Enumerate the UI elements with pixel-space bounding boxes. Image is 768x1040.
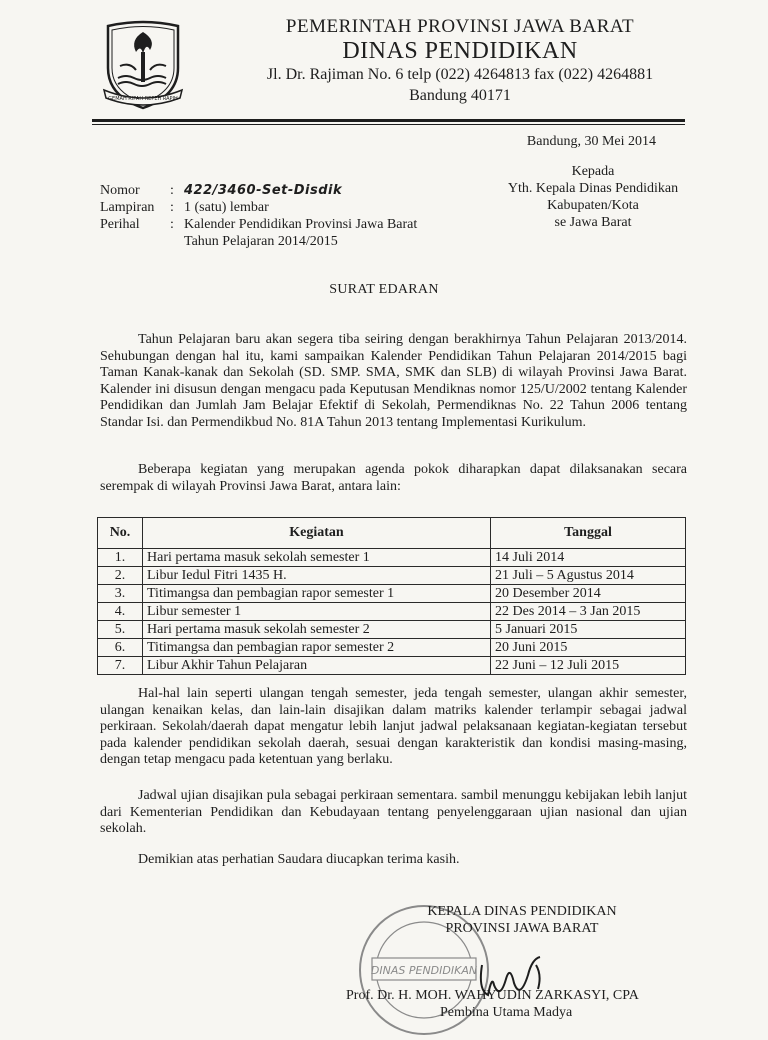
column-header: Kegiatan bbox=[143, 518, 491, 549]
closing-paragraph: Demikian atas perhatian Saudara diucapkan terima kasih. bbox=[138, 852, 460, 867]
letter-meta bbox=[100, 182, 417, 250]
meta-label: Perihal bbox=[100, 217, 140, 232]
meta-colon: : bbox=[170, 217, 174, 232]
letterhead-agency: DINAS PENDIDIKAN bbox=[342, 38, 578, 64]
perihal-line: Kalender Pendidikan Provinsi Jawa Barat bbox=[184, 217, 418, 232]
row-date: 5 Januari 2015 bbox=[491, 621, 686, 639]
row-number: 2. bbox=[98, 567, 143, 585]
row-activity: Titimangsa dan pembagian rapor semester 2 bbox=[143, 639, 491, 657]
meta-colon: : bbox=[170, 183, 174, 198]
row-activity: Hari pertama masuk sekolah semester 2 bbox=[143, 621, 491, 639]
meta-row-nomor bbox=[100, 182, 417, 199]
row-activity: Libur Iedul Fitri 1435 H. bbox=[143, 567, 491, 585]
letter-date: Bandung, 30 Mei 2014 bbox=[526, 134, 656, 149]
document-title: SURAT EDARAN bbox=[329, 282, 439, 297]
row-date: 20 Desember 2014 bbox=[491, 585, 686, 603]
body-paragraph: Jadwal ujian disajikan pula sebagai perkiraan sementara. sambil menunggu kebijakan lebih lanjut dari Kementerian Pendidikan dan Kebudayaan tentang penyelenggaraan ujian nasional dan ujian sekolah. bbox=[100, 788, 687, 837]
signatory-name: Prof. Dr. H. MOH. WAHYUDIN ZARKASYI, CPA bbox=[346, 988, 639, 1003]
meta-row-lampiran bbox=[100, 199, 417, 216]
recipient-line: Kepada bbox=[571, 164, 615, 179]
row-date: 14 Juli 2014 bbox=[491, 549, 686, 567]
row-activity: Libur semester 1 bbox=[143, 603, 491, 621]
meta-row-perihal bbox=[100, 216, 417, 250]
table-row bbox=[98, 567, 686, 585]
table-row bbox=[98, 549, 686, 567]
meta-label: Nomor bbox=[100, 183, 140, 198]
body-paragraph: Tahun Pelajaran baru akan segera tiba seiring dengan berakhirnya Tahun Pelajaran 2013/2014. Sehubungan dengan hal itu, kami sampaikan Kalender Pendidikan Tahun Pelajaran 2014/2015 bagi Taman Kanak-kanak dan Sekolah (SD. SMP. SMA, SMK dan SLB) di wilayah Provinsi Jawa Barat. Kalender ini disusun dengan mengacu pada Keputusan Mendiknas nomor 125/U/2002 tentang Kalender Pendidikan dan Jumlah Jam Belajar Efektif di Sekolah, Permendiknas No. 22 Tahun 2006 tentang Standar Isi. dan Permendikbud No. 81A Tahun 2013 tentang Implementasi Kurikulum. bbox=[100, 332, 687, 430]
table-row bbox=[98, 603, 686, 621]
table-row bbox=[98, 657, 686, 675]
recipient-block bbox=[490, 163, 696, 231]
row-activity: Titimangsa dan pembagian rapor semester 1 bbox=[143, 585, 491, 603]
letterhead-address: Jl. Dr. Rajiman No. 6 telp (022) 4264813 fax (022) 4264881 bbox=[266, 66, 654, 83]
signatory-title: KEPALA DINAS PENDIDIKAN bbox=[427, 904, 617, 919]
stamp-text: DINAS PENDIDIKAN bbox=[370, 964, 478, 977]
row-number: 3. bbox=[98, 585, 143, 603]
letterhead-rule-thin bbox=[92, 124, 685, 125]
column-header: Tanggal bbox=[491, 518, 686, 549]
letterhead-government: PEMERINTAH PROVINSI JAWA BARAT bbox=[285, 16, 635, 37]
letterhead-rule-thick bbox=[92, 119, 685, 122]
column-header: No. bbox=[98, 518, 143, 549]
table-row bbox=[98, 621, 686, 639]
row-activity: Hari pertama masuk sekolah semester 1 bbox=[143, 549, 491, 567]
row-number: 7. bbox=[98, 657, 143, 675]
row-number: 6. bbox=[98, 639, 143, 657]
table-row bbox=[98, 639, 686, 657]
meta-perihal-value bbox=[184, 216, 417, 250]
emblem-motto: GEMAH RIPAH REPEH RAPIH bbox=[108, 96, 178, 102]
schedule-table bbox=[97, 517, 686, 675]
row-date: 22 Juni – 12 Juli 2015 bbox=[491, 657, 686, 675]
body-paragraph: Beberapa kegiatan yang merupakan agenda pokok diharapkan dapat dilaksanakan secara serempak di wilayah Provinsi Jawa Barat, antara lain: bbox=[100, 462, 687, 494]
meta-label: Lampiran bbox=[100, 200, 155, 215]
west-java-emblem-icon bbox=[100, 18, 186, 110]
recipient-line: se Jawa Barat bbox=[554, 215, 632, 230]
letterhead-city: Bandung 40171 bbox=[409, 87, 511, 104]
row-date: 21 Juli – 5 Agustus 2014 bbox=[491, 567, 686, 585]
perihal-line: Tahun Pelajaran 2014/2015 bbox=[184, 234, 338, 249]
signatory-rank: Pembina Utama Madya bbox=[440, 1005, 573, 1020]
row-number: 4. bbox=[98, 603, 143, 621]
recipient-line: Yth. Kepala Dinas Pendidikan bbox=[507, 181, 679, 196]
meta-lampiran-value: 1 (satu) lembar bbox=[184, 200, 269, 215]
table-row bbox=[98, 585, 686, 603]
row-date: 20 Juni 2015 bbox=[491, 639, 686, 657]
recipient-line: Kabupaten/Kota bbox=[547, 198, 639, 213]
meta-colon: : bbox=[170, 200, 174, 215]
row-date: 22 Des 2014 – 3 Jan 2015 bbox=[491, 603, 686, 621]
body-paragraph: Hal-hal lain seperti ulangan tengah semester, jeda tengah semester, ulangan akhir semester, ulangan kenaikan kelas, dan lain-lain disajikan dalam matriks kalender terlampir sebagai jadwal perkiraan. Sekolah/daerah dapat mengatur lebih lanjut jadwal pelaksanaan kegiatan-kegiatan tersebut pada kalender pendidikan sekolah daerah, sesuai dengan karakteristik dan kondisi masing-masing, dengan tetap mengacu pada ketentuan yang berlaku. bbox=[100, 686, 687, 768]
row-activity: Libur Akhir Tahun Pelajaran bbox=[143, 657, 491, 675]
row-number: 1. bbox=[98, 549, 143, 567]
row-number: 5. bbox=[98, 621, 143, 639]
signatory-province: PROVINSI JAWA BARAT bbox=[445, 921, 599, 936]
meta-nomor-value: 422/3460-Set-Disdik bbox=[184, 183, 343, 198]
table-header-row bbox=[98, 518, 686, 549]
